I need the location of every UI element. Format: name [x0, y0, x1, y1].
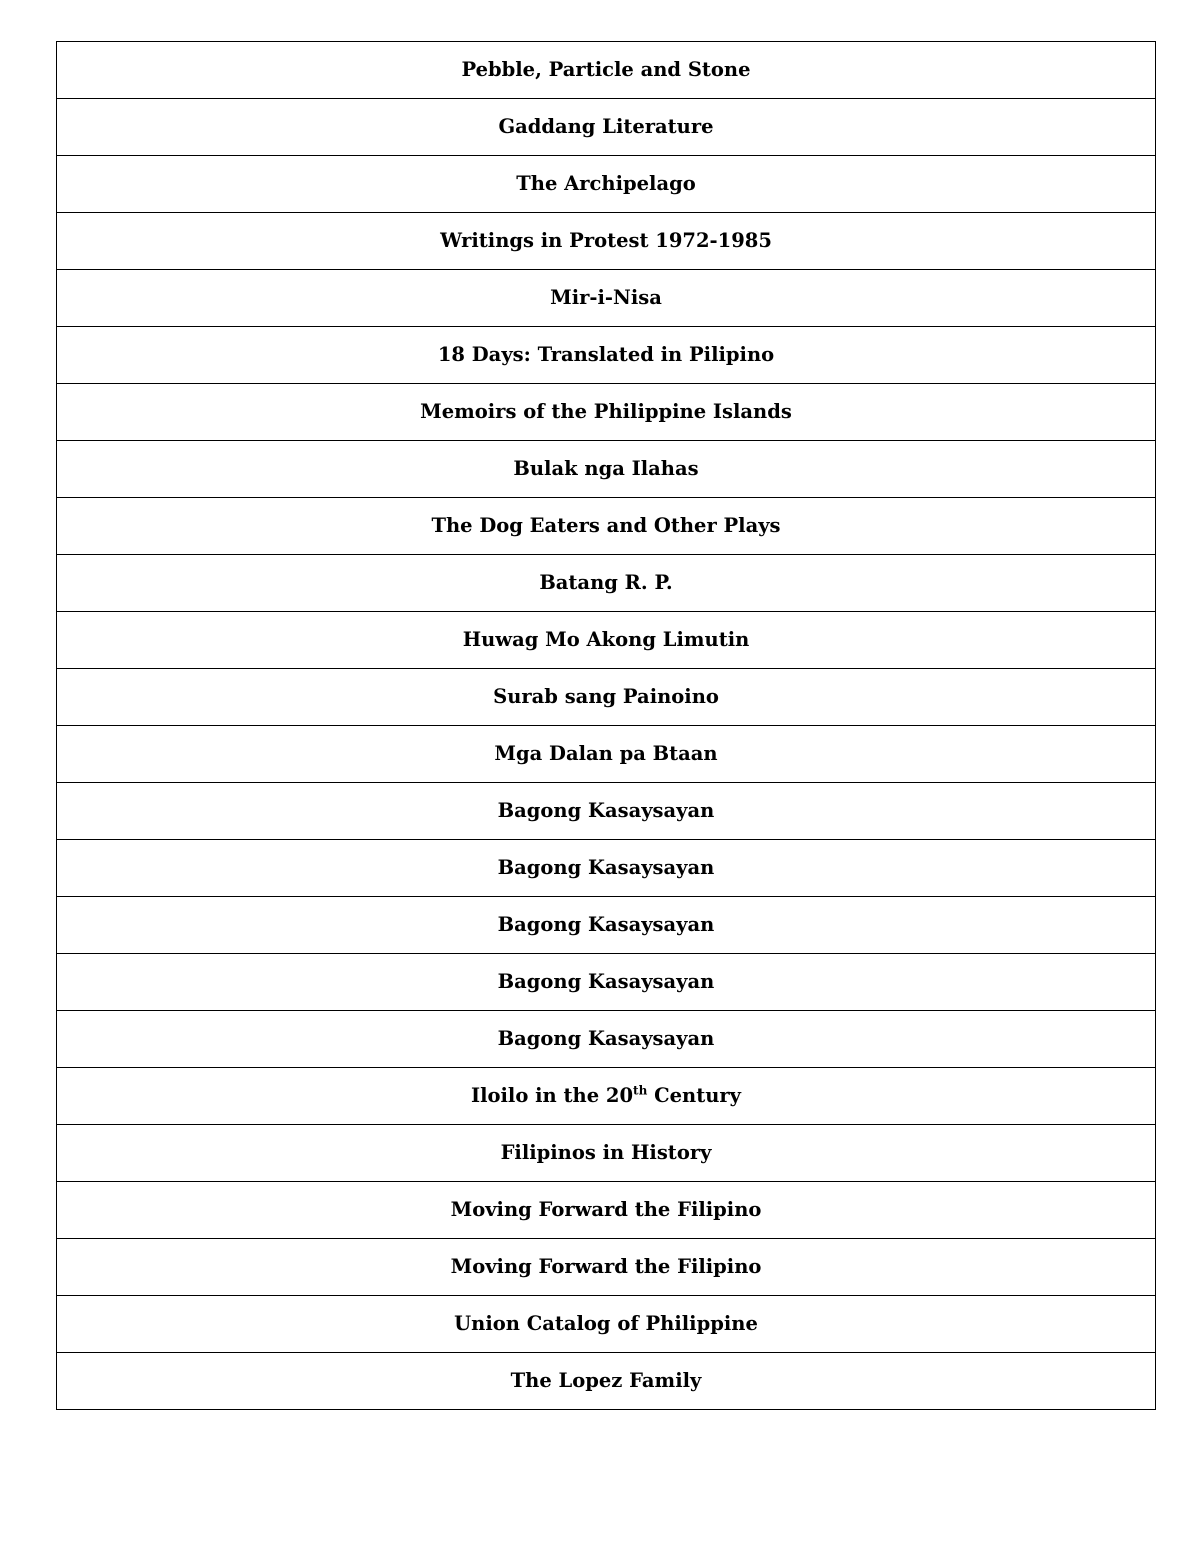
title-cell: The Lopez Family	[57, 1353, 1156, 1410]
table-row	[57, 156, 1156, 213]
title-cell: Bagong Kasaysayan	[57, 783, 1156, 840]
title-cell: Pebble, Particle and Stone	[57, 42, 1156, 99]
title-cell: Bagong Kasaysayan	[57, 1011, 1156, 1068]
title-cell: Batang R. P.	[57, 555, 1156, 612]
table-row	[57, 1239, 1156, 1296]
title-cell: The Archipelago	[57, 156, 1156, 213]
title-cell: Bagong Kasaysayan	[57, 954, 1156, 1011]
table-row	[57, 1353, 1156, 1410]
table-row	[57, 441, 1156, 498]
table-row	[57, 897, 1156, 954]
table-row	[57, 270, 1156, 327]
table-row	[57, 42, 1156, 99]
title-cell: Bulak nga Ilahas	[57, 441, 1156, 498]
title-cell: 18 Days: Translated in Pilipino	[57, 327, 1156, 384]
title-cell: Moving Forward the Filipino	[57, 1239, 1156, 1296]
table-row	[57, 1125, 1156, 1182]
table-row	[57, 1011, 1156, 1068]
table-row	[57, 840, 1156, 897]
table-row	[57, 498, 1156, 555]
title-cell: Moving Forward the Filipino	[57, 1182, 1156, 1239]
title-text-end: Century	[647, 1084, 741, 1108]
table-row	[57, 1182, 1156, 1239]
title-cell	[57, 1068, 1156, 1125]
table-row	[57, 1296, 1156, 1353]
title-cell: Bagong Kasaysayan	[57, 840, 1156, 897]
title-table	[56, 41, 1156, 1410]
title-cell: Gaddang Literature	[57, 99, 1156, 156]
title-cell: Bagong Kasaysayan	[57, 897, 1156, 954]
table-row	[57, 1068, 1156, 1125]
table-row	[57, 954, 1156, 1011]
table-row	[57, 726, 1156, 783]
title-cell: Huwag Mo Akong Limutin	[57, 612, 1156, 669]
title-cell: Mga Dalan pa Btaan	[57, 726, 1156, 783]
title-cell: The Dog Eaters and Other Plays	[57, 498, 1156, 555]
table-row	[57, 327, 1156, 384]
ordinal-superscript: th	[633, 1083, 648, 1098]
title-cell: Writings in Protest 1972-1985	[57, 213, 1156, 270]
title-cell: Memoirs of the Philippine Islands	[57, 384, 1156, 441]
table-row	[57, 783, 1156, 840]
title-cell: Filipinos in History	[57, 1125, 1156, 1182]
title-cell: Surab sang Painoino	[57, 669, 1156, 726]
title-text-main: Iloilo in the 20	[470, 1084, 634, 1108]
title-cell: Mir-i-Nisa	[57, 270, 1156, 327]
title-cell: Union Catalog of Philippine	[57, 1296, 1156, 1353]
table-row	[57, 99, 1156, 156]
table-row	[57, 555, 1156, 612]
table-row	[57, 384, 1156, 441]
table-row	[57, 669, 1156, 726]
table-row	[57, 213, 1156, 270]
table-row	[57, 612, 1156, 669]
